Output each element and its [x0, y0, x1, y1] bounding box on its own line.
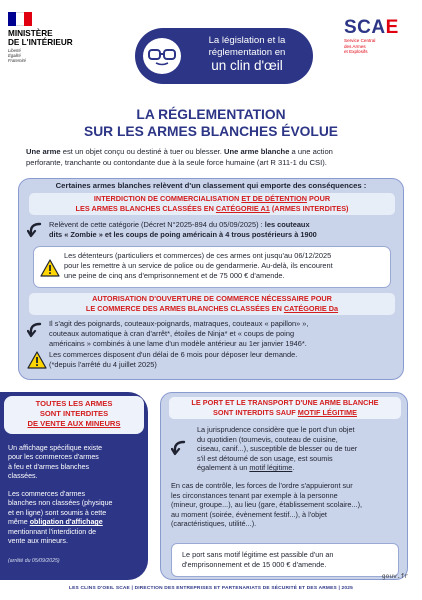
classification-box: [18, 178, 404, 380]
curved-arrow-icon: [171, 439, 189, 457]
header: [0, 0, 422, 92]
control-circumstances-text: En cas de contrôle, les forces de l'ordre s'appuieront sur les circonstances tenant par exemple à la personne (mineur, groupe...), au lieu (gare, établissement scolaire...), au moment (soirée, évènement festif...), à l'objet (caractéristiques, utilité...).: [171, 481, 363, 529]
category-da-text: Il s'agit des poignards, couteaux-poignards, matraques, couteaux « papillon» », couteaux automatique à cran d'arrêt*, étoiles de Ninja* et « coups de poing américains » combinés à une lame d'un modèle antérieur au 1er janvier 1946*. Les commerces disposent d'un délai de 6 mois pour déposer leur demande. (*depuis l'arrêté du 4 juillet 2025): [49, 319, 309, 369]
intro-text: Une arme est un objet conçu ou destiné à tuer ou blesser. Une arme blanche a une action perforante, tranchante ou contondante due à la seule force humaine (art R 311-1 du CSI).: [26, 147, 333, 167]
warning-box-a1: [33, 246, 391, 288]
curved-arrow-icon: [27, 221, 45, 239]
warning-icon: [40, 259, 60, 277]
series-banner: [135, 28, 313, 84]
ministry-name: MINISTÈRE DE L'INTÉRIEUR: [8, 29, 73, 47]
minors-panel: [0, 392, 148, 580]
minors-heading: TOUTES LES ARMES SONT INTERDITES DE VENTE AUX MINEURS: [4, 396, 144, 434]
category-da-heading: AUTORISATION D'OUVERTURE DE COMMERCE NÉCESSAIRE POUR LE COMMERCE DES ARMES BLANCHES CLASSÉES EN CATÉGORIE Da: [29, 293, 395, 315]
category-a1-text: Relèvent de cette catégorie (Décret N°2025-894 du 05/09/2025) : les couteaux dits « Zombie » et les coups de poing américain à 4 trous postérieurs à 1900: [49, 220, 317, 240]
classification-heading: Certaines armes blanches relèvent d'un classement qui emporte des conséquences :: [55, 181, 367, 190]
gouv-url: gouv.fr: [381, 573, 408, 580]
glasses-icon: [143, 38, 181, 74]
scae-logo: SCAE Service Central des Armes et Explosifs: [344, 17, 399, 54]
jurisprudence-text: La jurisprudence considère que le port d'un objet du quotidien (tournevis, couteau de cuisine, ciseau, canif...), susceptible de blesser ou de tuer s'il est détourné de son usage, est soumis également à un motif légitime.: [197, 425, 358, 473]
carry-penalty-text: Le port sans motif légitime est passible d'un an d'emprisonnement et de 15 000 € d'amende.: [182, 550, 334, 569]
minors-text-2: Les commerces d'armes blanches non classées (physique et en ligne) sont soumis à cette même obligation d'affichage mentionnant l'interdiction de vente aux mineurs.: [8, 490, 113, 546]
minors-decree-note: (arrêté du 05/09/2025): [8, 558, 60, 564]
warning-box-carry: [171, 543, 399, 577]
minors-text-1: Un affichage spécifique existe pour les commerces d'armes à feu et d'armes blanches classées.: [8, 444, 103, 481]
category-a1-heading: INTERDICTION DE COMMERCIALISATION ET DE DÉTENTION POUR LES ARMES BLANCHES CLASSÉES EN CATÉGORIE A1 (ARMES INTERDITES): [29, 193, 395, 215]
banner-text: La législation et la réglementation en un clin d'œil: [208, 35, 286, 73]
government-logo: [8, 12, 98, 63]
carry-transport-box: [160, 392, 408, 580]
carry-heading: LE PORT ET LE TRANSPORT D'UNE ARME BLANCHE SONT INTERDITS SAUF MOTIF LÉGITIME: [169, 397, 401, 419]
flag-icon: [8, 12, 32, 26]
footer: LES CLINS D'OEIL SCAE | DIRECTION DES ENTREPRISES ET PARTENARIATS DE SÉCURITÉ ET DES ARMES | 2025: [69, 586, 353, 591]
warning-icon: [27, 351, 47, 369]
republic-motto: Liberté Égalité Fraternité: [8, 48, 26, 63]
warning-a1-text: Les détenteurs (particuliers et commerces) de ces armes ont jusqu'au 06/12/2025 pour les remettre à un service de police ou de gendarmerie. Au-delà, ils encourent une peine de cinq ans d'emprisonnement et de 75 000 € d'amende.: [64, 251, 333, 281]
curved-arrow-icon: [27, 321, 45, 339]
page-title: LA RÉGLEMENTATION SUR LES ARMES BLANCHES ÉVOLUE: [84, 107, 338, 139]
